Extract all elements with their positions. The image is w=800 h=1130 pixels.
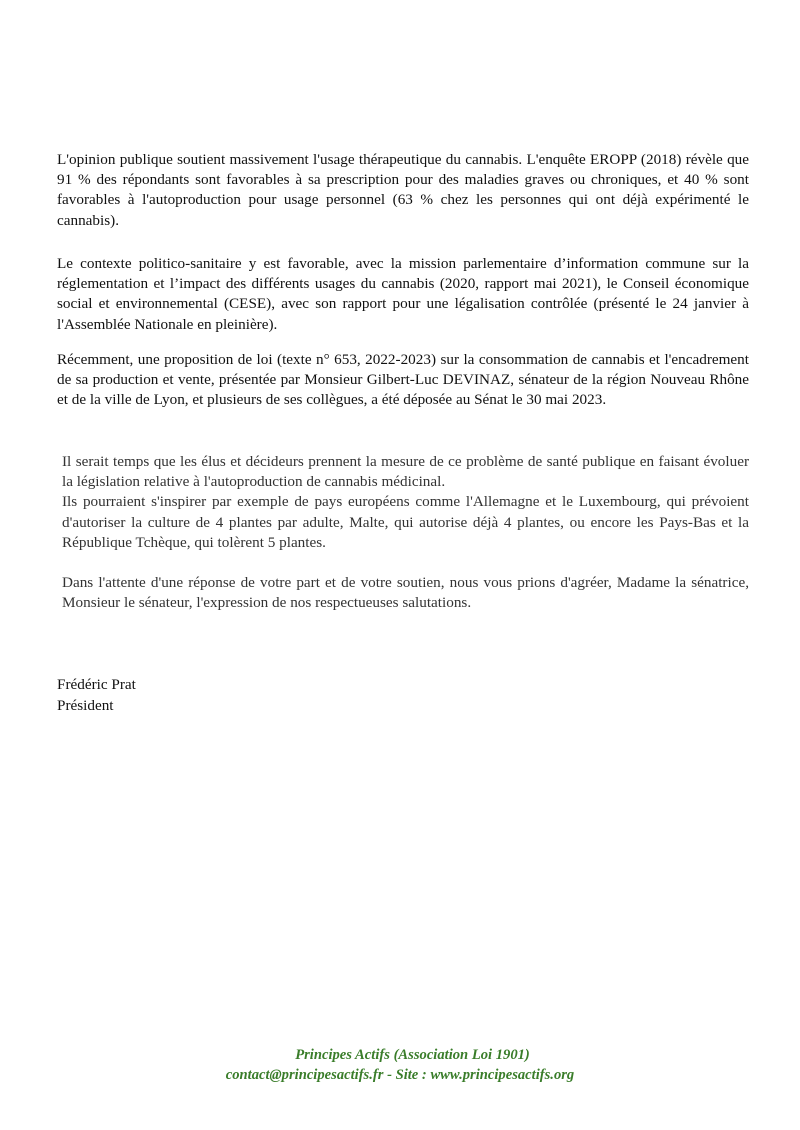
paragraph-call-to-action xyxy=(62,452,749,553)
footer-organization: Principes Actifs (Association Loi 1901) xyxy=(295,1047,530,1063)
signature-block xyxy=(57,675,136,716)
european-examples-text: Ils pourraient s'inspirer par exemple de pays européens comme l'Allemagne et le Luxembourg, qui prévoient d'autoriser la culture de 4 plantes par adulte, Malte, qui autorise déjà 4 plantes, ou encore les Pays-Bas et la République Tchèque, qui tolèrent 5 plantes. xyxy=(62,493,749,551)
footer-contact: contact@principesactifs.fr - Site : www.principesactifs.org xyxy=(225,1067,575,1083)
call-to-action-text: Il serait temps que les élus et décideurs prennent la mesure de ce problème de santé publique en faisant évoluer la législation relative à l'autoproduction de cannabis médicinal. xyxy=(62,453,749,491)
paragraph-law-proposal: Récemment, une proposition de loi (texte n° 653, 2022-2023) sur la consommation de cannabis et l'encadrement de sa production et vente, présentée par Monsieur Gilbert-Luc DEVINAZ, sénateur de la région Nouveau Rhône et de la ville de Lyon, et plusieurs de ses collègues, a été déposée au Sénat le 30 mai 2023. xyxy=(57,351,749,409)
footer xyxy=(0,1045,800,1085)
signatory-title: Président xyxy=(57,696,114,714)
paragraph-public-opinion: L'opinion publique soutient massivement l'usage thérapeutique du cannabis. L'enquête EROPP (2018) révèle que 91 % des répondants sont favorables à sa prescription pour des maladies graves ou chroniques, et 40 % sont favorables à l'autoproduction pour usage personnel (63 % chez les personnes qui ont déjà expérimenté le cannabis). xyxy=(57,151,749,229)
signatory-name: Frédéric Prat xyxy=(57,676,136,693)
paragraph-political-context: Le contexte politico-sanitaire y est favorable, avec la mission parlementaire d’information commune sur la réglementation et l’impact des différents usages du cannabis (2020, rapport mai 2021), le Conseil économique social et environnemental (CESE), avec son rapport pour une légalisation contrôlée (présenté le 24 janvier à l'Assemblée Nationale en pleinière). xyxy=(57,255,749,333)
closing-salutation: Dans l'attente d'une réponse de votre part et de votre soutien, nous vous prions d'agréer, Madame la sénatrice, Monsieur le sénateur, l'expression de nos respectueuses salutations. xyxy=(62,574,749,612)
